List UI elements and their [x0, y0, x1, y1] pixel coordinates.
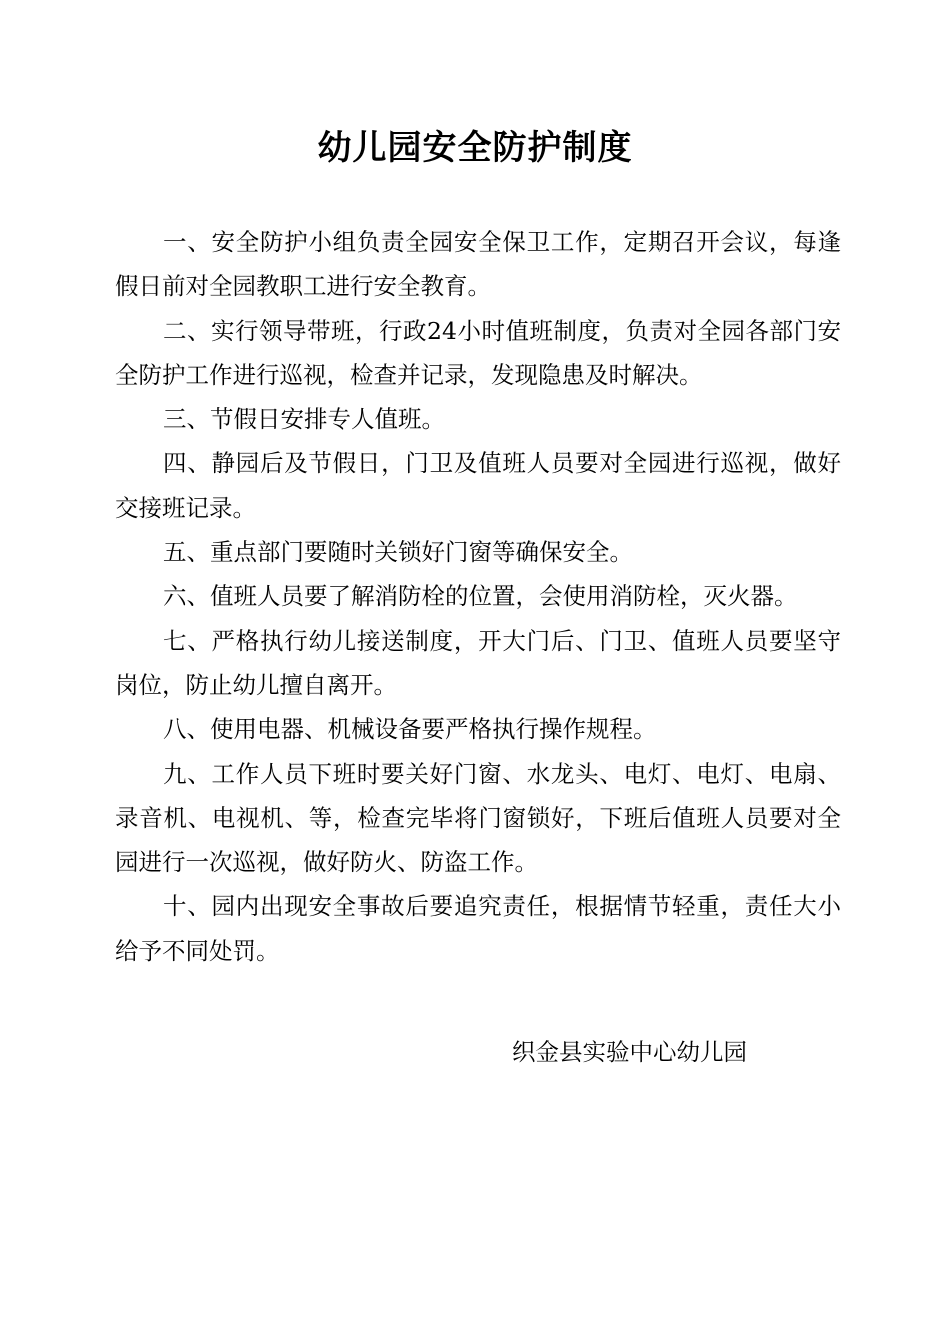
rule-paragraph-1: 一、安全防护小组负责全园安全保卫工作，定期召开会议，每逢假日前对全园教职工进行安全教育。 [115, 228, 841, 301]
rule-paragraph-9: 九、工作人员下班时要关好门窗、水龙头、电灯、电灯、电扇、录音机、电视机、等，检查完毕将门窗锁好，下班后值班人员要对全园进行一次巡视，做好防火、防盗工作。 [115, 759, 841, 877]
document-body [115, 220, 841, 973]
rule-paragraph-5: 五、重点部门要随时关锁好门窗等确保安全。 [163, 538, 633, 567]
rule-paragraph-3: 三、节假日安排专人值班。 [163, 405, 445, 434]
rule-paragraph-6: 六、值班人员要了解消防栓的位置，会使用消防栓，灭火器。 [163, 582, 798, 611]
rule-paragraph-10: 十、园内出现安全事故后要追究责任，根据情节轻重，责任大小给予不同处罚。 [115, 892, 841, 965]
rule-paragraph-7: 七、严格执行幼儿接送制度，开大门后、门卫、值班人员要坚守岗位，防止幼儿擅自离开。 [115, 626, 841, 699]
document-title: 幼儿园安全防护制度 [317, 128, 633, 168]
rule-paragraph-8: 八、使用电器、机械设备要严格执行操作规程。 [163, 715, 657, 744]
signature-organization: 织金县实验中心幼儿园 [512, 1038, 747, 1066]
rule-paragraph-4: 四、静园后及节假日，门卫及值班人员要对全园进行巡视，做好交接班记录。 [115, 449, 841, 522]
rule-paragraph-2: 二、实行领导带班，行政24小时值班制度，负责对全园各部门安全防护工作进行巡视，检查并记录，发现隐患及时解决。 [115, 316, 841, 389]
